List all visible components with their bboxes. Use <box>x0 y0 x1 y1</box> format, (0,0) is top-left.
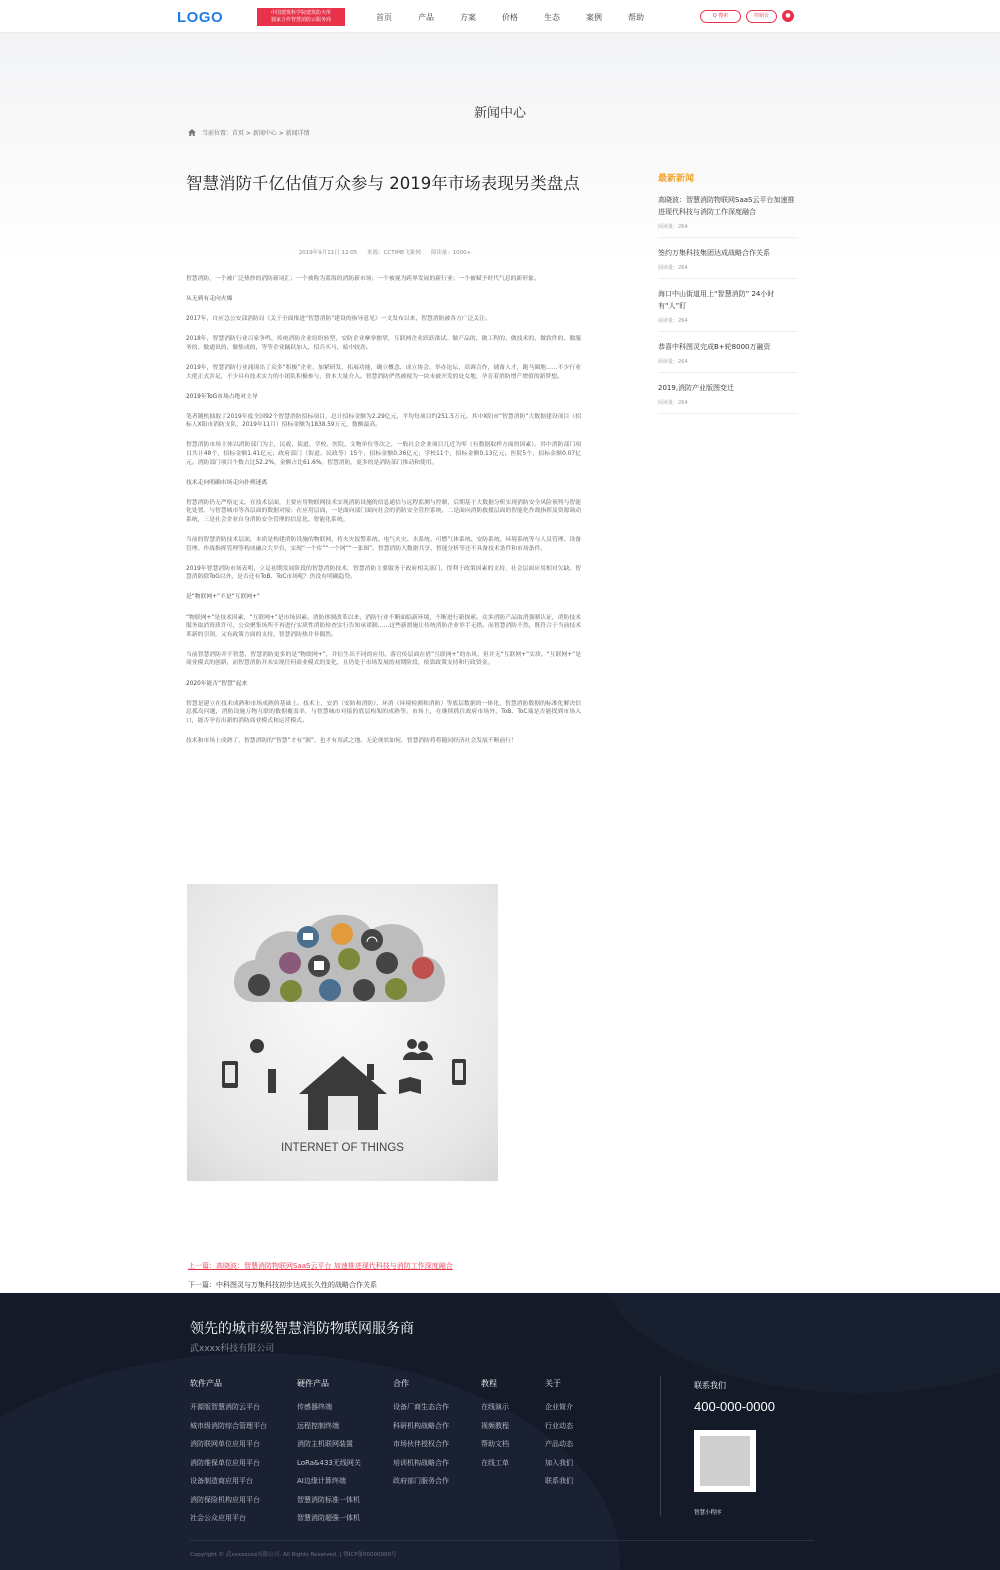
nav-pricing[interactable]: 价格 <box>502 13 518 22</box>
article-paragraph: 技术和市场上成熟了，智慧消防的“智慧”才有“源”，也才有用武之地。无论现状如何，智慧消防将将随同经济社会发展不断前行！ <box>186 737 517 744</box>
nav-home[interactable]: 首页 <box>376 13 392 22</box>
footer-col-title: 合作 <box>393 1379 409 1388</box>
footer-col-hardware <box>297 1378 361 1528</box>
article-paragraph: 2017年，自应急公安部消防局《关于全面推进“智慧消防”建设的指导意见》一文发布以来，智慧消防被各方广泛关注。 <box>186 316 491 323</box>
article-paragraph: 智慧消防，一个被广泛热炒的消防新词汇；一个被称为蓝海的消防新市场；一个被视为跨界发展的新行业；一个被赋予时代气息的新形象。 <box>186 276 540 282</box>
latest-news-item[interactable] <box>658 382 798 414</box>
latest-news-reads: 阅读量：264 <box>658 265 688 271</box>
promo-line-1: 中国建筑科学院建筑防火所 <box>270 10 331 16</box>
article-subheading: 从无到有走向火爆 <box>186 296 233 303</box>
page-title: 新闻中心 <box>473 106 526 121</box>
nav-help[interactable]: 帮助 <box>628 13 644 22</box>
latest-news-item[interactable] <box>658 194 798 238</box>
latest-news-reads: 阅读量：264 <box>658 359 688 365</box>
latest-news-title-text[interactable]: 2019,消防产业版图变迁 <box>658 384 735 392</box>
footer-link[interactable]: 企业简介 <box>545 1403 573 1411</box>
footer-col-software <box>190 1378 267 1528</box>
article-paragraph: “物联网+”是技术因素，“互联网+”是市场因素。消防体制改革以来，消防行业不断面临新环境，不断进行新探索。众多消防产品取消强制认证，消防技术服务取消资质许可，公众聚集场所不再进行实质性消防检查实行告知承诺制……这些新措施让传统消防企业举手无措。而智慧消防不然，既符合于当前技术革新的引领，又有政策方面的支持，智慧消防热并非偶然。 <box>186 614 581 638</box>
footer-link[interactable]: 联系我们 <box>545 1477 573 1485</box>
iot-illustration <box>187 884 498 1181</box>
article-meta <box>0 248 770 256</box>
nav-cases[interactable]: 案例 <box>586 13 602 22</box>
footer-link[interactable]: AI边缘计算终端 <box>297 1477 346 1485</box>
footer-link[interactable]: 开源版智慧消防云平台 <box>190 1403 260 1411</box>
article-paragraph: 智慧消防仍无严格定义。在技术层面，主要应用物联网技术实现消防设施的信息通信与远程监测与控制，后期基于大数据分析实现消防安全风险预判与智能化处置，与智慧城市等各层面的数据对接；在应用层面，一是面向部门面向社会的消防安全管控系统，二是面向消防救援层面的智能化作战指挥及资源调动系统，三是社会企业自身消防安全管理的信息化、智能化系统。 <box>186 499 581 523</box>
promo-banner[interactable] <box>257 8 345 26</box>
footer-link[interactable]: 消防联网单位应用平台 <box>190 1440 260 1448</box>
latest-news-title-text[interactable]: 海口中山街道用上“智慧消防” 24小时有“人”盯 <box>658 290 775 310</box>
main-nav <box>376 12 670 23</box>
footer-link[interactable]: 科研机构战略合作 <box>393 1421 449 1430</box>
article-title: 智慧消防千亿估值万众参与 2019年市场表现另类盘点 <box>186 174 580 193</box>
article-body <box>186 275 581 757</box>
footer-col-title: 教程 <box>481 1379 497 1388</box>
footer-link[interactable]: 帮助文档 <box>481 1440 509 1448</box>
article-paragraph: 2019年智慧消防市场表明，立足初期发展阶段的智慧消防技术，智慧消防主要服务于政府相关部门，得利于政策因素的支持，社会层面应用相对欠缺。智慧消防除ToG以外，是否还有ToB、ToC市场呢？仍没有明确趋势。 <box>186 565 581 581</box>
footer-col-title: 软件产品 <box>190 1379 222 1388</box>
footer-rule <box>190 1540 814 1541</box>
iot-illustration-graphic <box>187 884 498 1181</box>
prev-article-link[interactable]: 上一篇：高晓波：智慧消防物联网SaaS云平台 加速推进现代科技与消防工作深度融合 <box>188 1262 453 1270</box>
next-article-link[interactable]: 下一篇：中科图灵与万集科技初步达成长久性的战略合作关系 <box>188 1281 377 1289</box>
article-paragraph: 2018年，智慧消防行业百家争鸣，传统消防企业纷纷转型，安防企业摩拳擦掌，互联网企业跃跃欲试。做产品的、做工程的、做技术的、做软件的、做服务的、做通讯的、做集成的，等等企业踊跃加入，招兵买马，暗中较劲。 <box>186 336 581 351</box>
article-subheading: 2020年能否“智慧”起来 <box>186 680 248 687</box>
footer-link[interactable]: 市场伙伴授权合作 <box>393 1440 449 1448</box>
latest-news-reads: 阅读量：264 <box>658 318 688 324</box>
footer-col-title: 关于 <box>545 1379 561 1388</box>
footer-link[interactable]: 设备厂商生态合作 <box>393 1403 449 1411</box>
home-icon <box>188 129 196 136</box>
footer-company: 武xxxx科技有限公司 <box>190 1344 275 1354</box>
breadcrumb-text[interactable]: 当前位置：首页 > 新闻中心 > 新闻详情 <box>202 130 310 137</box>
article-subheading: 技术走向明确市场走向扑朔迷离 <box>186 479 268 486</box>
footer-col-about <box>545 1378 573 1491</box>
footer-link[interactable]: 培训机构战略合作 <box>393 1458 449 1467</box>
nav-ecosystem[interactable]: 生态 <box>544 13 560 22</box>
contact-phone[interactable]: 400-000-0000 <box>694 1399 775 1414</box>
latest-news-reads: 阅读量：264 <box>658 400 688 406</box>
footer-link[interactable]: 视频教程 <box>481 1421 509 1430</box>
user-icon[interactable]: ● <box>782 10 794 22</box>
footer-link[interactable]: 行业动态 <box>545 1421 573 1430</box>
footer-link[interactable]: 智慧消防超强一体机 <box>297 1514 360 1522</box>
hero-banner <box>0 33 1000 263</box>
promo-line-2: 独家合作智慧消防云服务商 <box>270 17 331 23</box>
console-button[interactable]: 控制台 <box>746 10 777 23</box>
footer-link[interactable]: 政府部门服务合作 <box>393 1477 449 1485</box>
search-button[interactable]: Q 搜索 <box>700 10 741 23</box>
latest-news-reads: 阅读量：264 <box>658 224 688 230</box>
footer-link[interactable]: 产品动态 <box>545 1440 573 1448</box>
footer-link[interactable]: 远程控制终端 <box>297 1421 339 1430</box>
latest-news-item[interactable] <box>658 247 798 279</box>
article-reads: 阅读量：1000+ <box>430 250 472 256</box>
footer-link[interactable]: 在线工单 <box>481 1458 509 1467</box>
latest-news-title-text[interactable]: 恭喜中科图灵完成B+轮8000万融资 <box>658 343 771 351</box>
article-subheading: 是“物联网+”不是“互联网+” <box>186 594 260 601</box>
footer-col-cooperation <box>393 1378 449 1491</box>
latest-news-list <box>658 194 798 423</box>
figure-caption: INTERNET OF THINGS <box>281 1142 404 1154</box>
footer <box>0 1293 1000 1570</box>
footer-link[interactable]: LoRa&433无线网关 <box>297 1458 361 1467</box>
article-paragraph: 智慧是建立在技术成熟和市场成熟的基础上。技术上，安消（安防和消防）、环消（环境检测和消防）等底层数据的一体化，智慧消防数据的标准化解决信息孤岛问题，消防设施万物互联的数据覆盖率，与智慧城市对接的底层构架的成熟等。市场上，在继续抓住政府市场外，ToB、ToC端是否能找到市场入口，能否孕育出新的消防商业模式和运营模式。 <box>186 700 581 724</box>
footer-link[interactable]: 加入我们 <box>545 1458 573 1467</box>
footer-link[interactable]: 消防维保单位应用平台 <box>190 1458 260 1467</box>
latest-news-title-text[interactable]: 高晓波：智慧消防物联网SaaS云平台加速推进现代科技与消防工作深度融合 <box>658 196 795 216</box>
top-navbar <box>0 0 1000 33</box>
footer-divider <box>660 1376 661 1516</box>
article-paragraph: 当前智慧消防并不智慧，智慧消防更多的是“物联网+”，并衍生出不同的应用。落官传层面在借“互联网+”的东风，但并无“互联网+”实质。“互联网+”是商业模式的创新，而智慧消防并未实现任何商业模式的变化，且仍处于市场发展的初期阶段，依靠政策支持和行政资金。 <box>186 651 581 667</box>
copyright: Copyright © 武xxxxxxxx有限公司. All Rights Reserved. | 鄂ICP备00000000号 <box>190 1552 397 1558</box>
article-paragraph: 智慧消防市场主体以消防部门为主，民政、街道、学校、医院、文物单位等次之，一般社会企业项目几近为零（有数据取样方面的因素）。其中消防部门项目共计48个，招标金额1.41亿元；政府部门（街道、民政等）15个，招标金额0.36亿元；学校11个，招标金额0.13亿元；医院5个，招标金额0.07亿元。消防部门项目个数占比52.2%，金额占比61.6%。智慧消防，更多的是消防部门推动和使用。 <box>186 442 581 466</box>
article-paragraph: 当前的智慧消防技术层面，本质是构建消防设施的物联网，将火灾报警系统、电气火灾、水系统、可燃气体系统、安防系统、环境系统等与人员管理、设备管理、作战指挥管理等构成融合大平台，实现“一个库”“一个网”“一张图”。智慧消防大数据共享、智能分析等还不具备技术条件和市场条件。 <box>186 537 581 552</box>
nav-solutions[interactable]: 方案 <box>460 13 476 22</box>
latest-news-item[interactable] <box>658 288 798 332</box>
article-paragraph: 笔者随机抽取了2019年度全国92个智慧消防招标项目，总计招标金额为2.29亿元，平均每项目约251.5万元。其中X阳市“智慧消防”大数据建设项目（招标人X阳市消防支队，2019年11月）招标金额为1838.59万元，数额最高。 <box>186 413 581 429</box>
logo[interactable]: LOGO <box>177 9 224 26</box>
footer-link[interactable]: 设备制造商应用平台 <box>190 1477 253 1485</box>
contact-title: 联系我们 <box>694 1381 726 1390</box>
footer-link[interactable]: 社会公众应用平台 <box>190 1514 246 1522</box>
article-paragraph: 2019年，智慧消防行业涌现出了众多“积极”企业，加紧研发，拓展功能，确立概念，成立协会，举办论坛，高调合作，铺备人才，跑马圈地……不少行业大佬正式涉足，不少具有技术实力的小团队积极参与，资本大量介入。智慧消防俨然被视为一块未被开发的处女地，孕育着消防增产增值的新梦想。 <box>186 364 581 380</box>
footer-headline: 领先的城市级智慧消防物联网服务商 <box>190 1321 414 1337</box>
latest-news-title-text[interactable]: 签约万集科技集团达成战略合作关系 <box>658 249 770 257</box>
article-source: 来源：CCTIME飞象网 <box>367 250 421 256</box>
footer-link[interactable]: 城市级消防综合管理平台 <box>190 1421 267 1430</box>
footer-col-title: 硬件产品 <box>297 1379 329 1388</box>
nav-products[interactable]: 产品 <box>418 13 434 22</box>
qr-code <box>694 1430 756 1492</box>
article-date: 2019年9月11日 12:05 <box>298 250 358 256</box>
breadcrumb <box>188 128 310 137</box>
latest-news-item[interactable] <box>658 341 798 373</box>
latest-news-title: 最新新闻 <box>658 174 695 184</box>
footer-link[interactable]: 智慧消防标准一体机 <box>297 1495 360 1504</box>
qr-label: 智慧小程序 <box>694 1510 722 1516</box>
footer-col-tutorials <box>481 1378 509 1472</box>
footer-link[interactable]: 消防保险机构应用平台 <box>190 1495 260 1504</box>
footer-link[interactable]: 在线演示 <box>481 1403 509 1411</box>
footer-link[interactable]: 消防主机联网装置 <box>297 1440 353 1448</box>
footer-link[interactable]: 传感器终端 <box>297 1403 332 1411</box>
article-subheading: 2019年ToG市场占绝对主导 <box>186 393 258 400</box>
